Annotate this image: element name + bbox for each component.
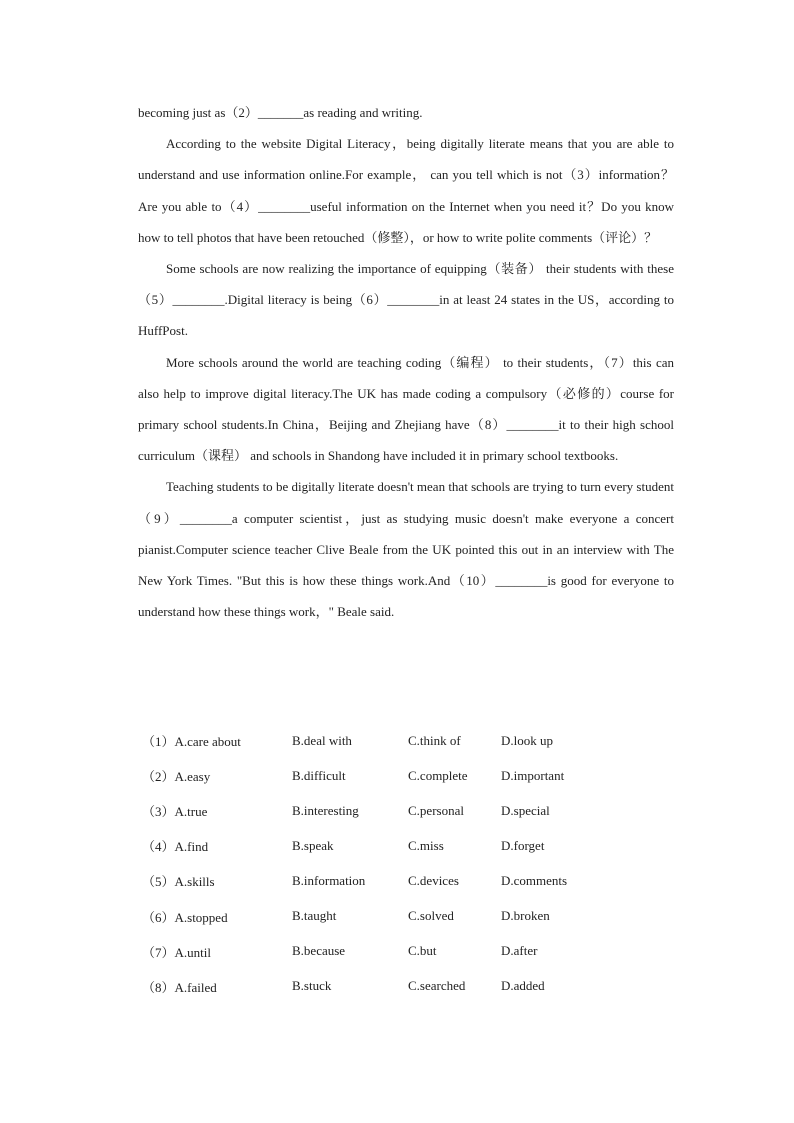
passage-paragraph-digital-literacy: According to the website Digital Literacy，being digitally literate means that you are able to understand and use information online.For example， can you tell which is not（3）information？Are you able to（4）________useful information on the Internet when you need it？Do you know how to tell photos that have been retouched（修整），or how to write polite comments（评论）？ bbox=[138, 136, 674, 245]
option-row bbox=[142, 969, 662, 1004]
option-row bbox=[142, 828, 662, 863]
option-d: D.broken bbox=[501, 908, 550, 924]
option-c: C.personal bbox=[408, 802, 464, 818]
option-row bbox=[142, 863, 662, 898]
option-a: （1）A.care about bbox=[142, 734, 241, 750]
passage-paragraph-schools-equipping: Some schools are now realizing the importance of equipping（装备） their students with these （5）________.Digital literacy is being（6）________in at least 24 states in the US，according to HuffPost. bbox=[138, 261, 674, 339]
option-d: D.special bbox=[501, 802, 550, 818]
option-c: C.devices bbox=[408, 872, 459, 888]
cloze-passage bbox=[138, 97, 674, 627]
option-b: B.interesting bbox=[292, 802, 359, 818]
option-row bbox=[142, 793, 662, 828]
option-a: （6）A.stopped bbox=[142, 909, 228, 925]
passage-paragraph-continuation: becoming just as（2）_______as reading and writing. bbox=[138, 105, 423, 120]
option-d: D.comments bbox=[501, 872, 568, 888]
option-c: C.solved bbox=[408, 908, 454, 924]
option-a: （5）A.skills bbox=[142, 874, 215, 890]
option-a: （8）A.failed bbox=[142, 979, 217, 995]
option-d: D.after bbox=[501, 943, 538, 959]
option-b: B.because bbox=[292, 943, 346, 959]
option-row bbox=[142, 934, 662, 969]
option-d: D.look up bbox=[501, 732, 553, 748]
option-a: （3）A.true bbox=[142, 804, 208, 820]
option-c: C.miss bbox=[408, 837, 444, 853]
option-d: D.added bbox=[501, 978, 545, 994]
option-b: B.stuck bbox=[292, 978, 332, 994]
option-row bbox=[142, 758, 662, 793]
option-d: D.important bbox=[501, 767, 565, 783]
option-b: B.speak bbox=[292, 837, 334, 853]
option-a: （2）A.easy bbox=[142, 769, 211, 785]
option-d: D.forget bbox=[501, 837, 545, 853]
option-row bbox=[142, 723, 662, 758]
passage-paragraph-coding: More schools around the world are teaching coding（编程） to their students，（7）this can also help to improve digital literacy.The UK has made coding a compulsory（必修的）course for primary school students.In China，Beijing and Zhejiang have（8）________it to their high school curriculum（课程） and schools in Shandong have included it in primary school textbooks. bbox=[138, 354, 674, 464]
passage-paragraph-teaching-students: Teaching students to be digitally literate doesn't mean that schools are trying to turn every student（9）________a computer scientist，just as studying music doesn't make everyone a concert pianist.Computer science teacher Clive Beale from the UK pointed this out in an interview with The New York Times. "But this is how these things work.And（10）________is good for everyone to understand how these things work，" Beale said. bbox=[138, 479, 674, 620]
option-c: C.think of bbox=[408, 732, 461, 748]
option-a: （4）A.find bbox=[142, 839, 209, 855]
answer-options-list bbox=[142, 723, 662, 1004]
option-b: B.taught bbox=[292, 908, 337, 924]
option-b: B.deal with bbox=[292, 732, 352, 748]
option-c: C.but bbox=[408, 943, 437, 959]
option-b: B.information bbox=[292, 872, 366, 888]
option-a: （7）A.until bbox=[142, 944, 211, 960]
option-c: C.searched bbox=[408, 978, 466, 994]
option-row bbox=[142, 898, 662, 933]
option-b: B.difficult bbox=[292, 767, 346, 783]
option-c: C.complete bbox=[408, 767, 468, 783]
